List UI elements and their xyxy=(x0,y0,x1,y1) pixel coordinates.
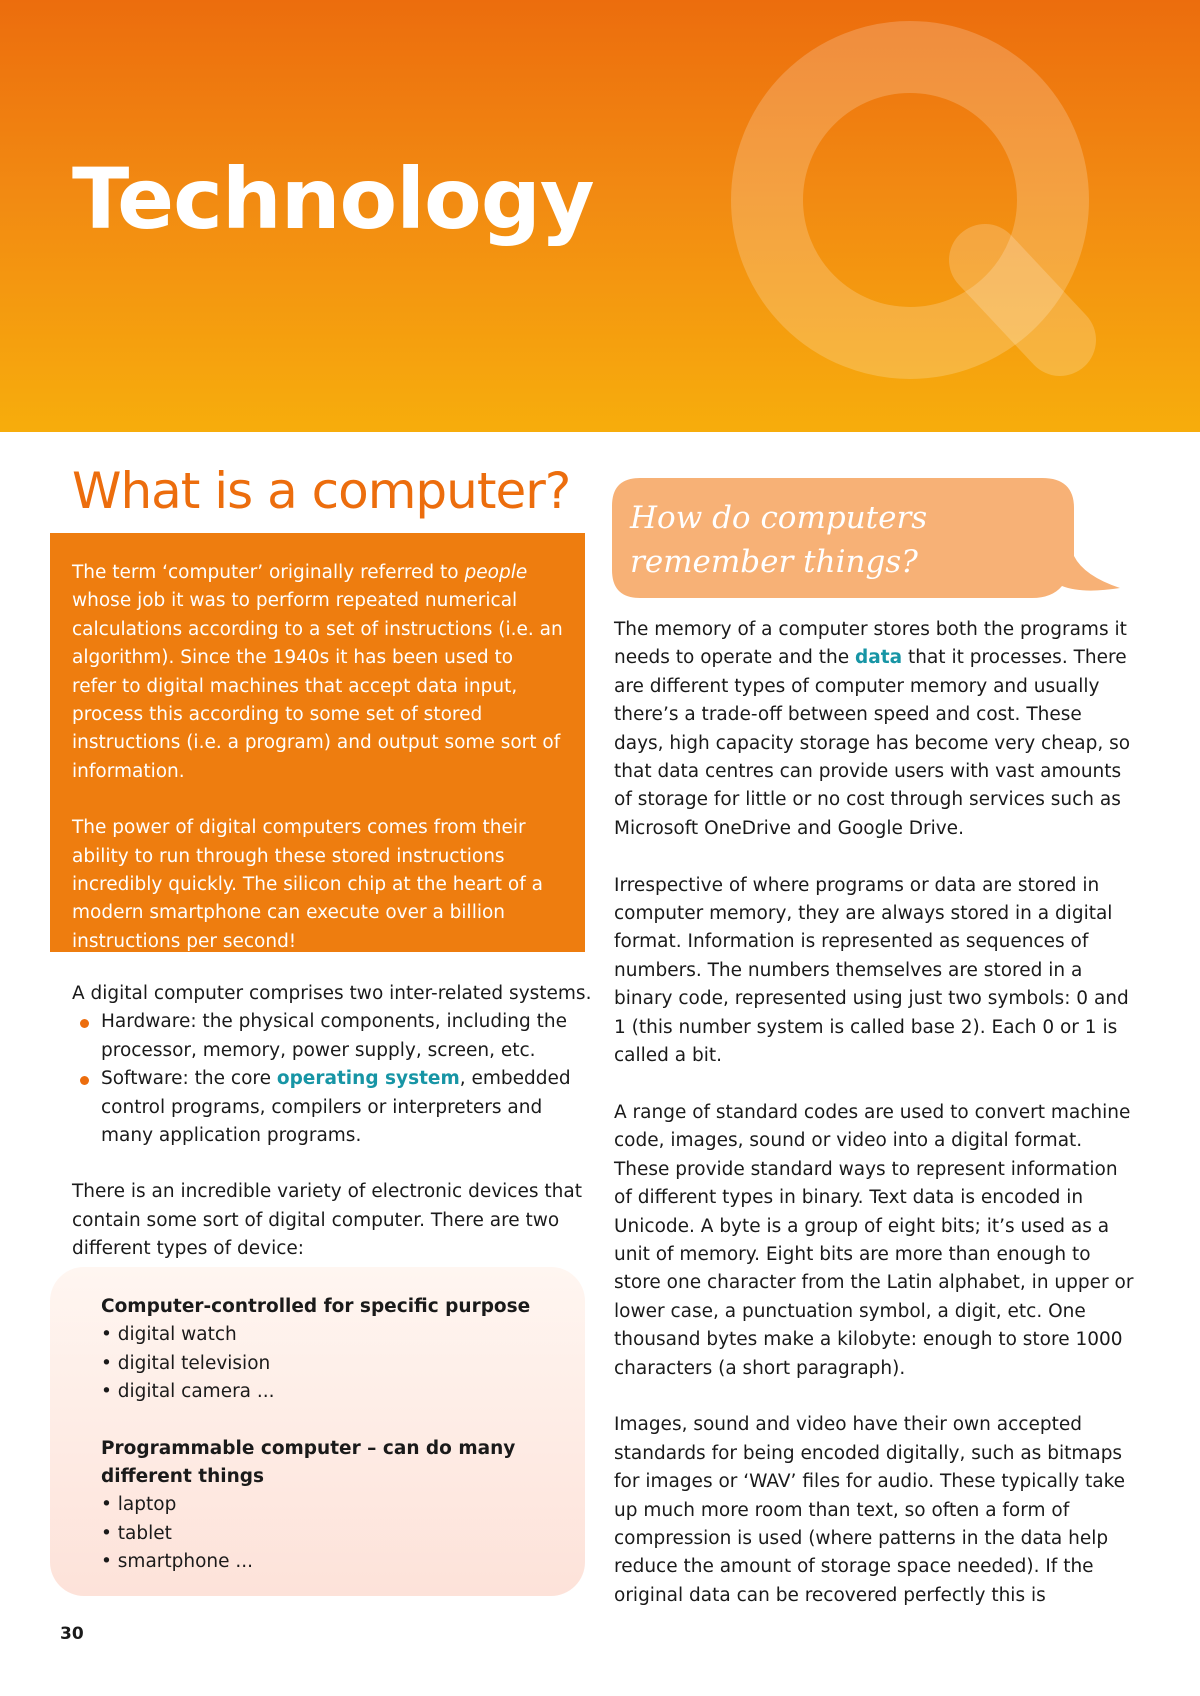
speech-bubble xyxy=(612,476,1132,606)
device-group-programmable xyxy=(101,1435,585,1577)
page-number: 30 xyxy=(60,1624,84,1644)
list-item: • laptop xyxy=(101,1494,177,1516)
intro-paragraph-2: The power of digital computers comes from their ability to run through these stored instructions incredibly quickly. The silicon chip at the heart of a modern smartphone can execute over a billion instructions per second! xyxy=(72,817,543,952)
binary-paragraph: Irrespective of where programs or data are stored in computer memory, they are always stored in a digital format. Information is represented as sequences of numbers. The numbers themselves are stored in a binary code, represented using just two symbols: 0 and 1 (this number system is called base 2). Each 0 or 1 is called a bit. xyxy=(614,874,1129,1067)
list-item: • digital watch xyxy=(101,1324,237,1346)
operating-system-term: operating system xyxy=(276,1068,460,1090)
emphasis-people: people xyxy=(464,562,528,583)
right-column xyxy=(614,616,1134,1639)
bubble-text: How do computers remember things? xyxy=(630,500,928,580)
device-types-box xyxy=(50,1267,585,1596)
page-title: Technology xyxy=(72,150,594,248)
list-item: Software: the core operating system, embedded control programs, compilers or interpreters and many application programs. xyxy=(72,1065,592,1150)
list-item: • tablet xyxy=(101,1522,172,1544)
memory-paragraph: The memory of a computer stores both the programs it needs to operate and the data that it processes. There are different types of computer memory and usually there’s a trade-off between speed and cost. These days, high capacity storage has become very cheap, so that data centres can provide users with vast amounts of storage for little or no cost through services such as Microsoft OneDrive and Google Drive. xyxy=(614,619,1131,839)
list-item: • digital camera ... xyxy=(101,1381,275,1403)
media-paragraph: Images, sound and video have their own accepted standards for being encoded digitally, such as bitmaps for images or ‘WAV’ files for audio. These typically take up much more room than text, so often a form of compression is used (where patterns in the data help reduce the amount of storage space needed). If the original data can be recovered perfectly this is xyxy=(614,1414,1126,1606)
device-group-specific xyxy=(101,1293,585,1407)
group-title: Computer-controlled for specific purpose xyxy=(101,1296,531,1317)
group-title: Programmable computer – can do many different things xyxy=(101,1437,516,1488)
header-banner xyxy=(0,0,1200,432)
list-item: • smartphone ... xyxy=(101,1551,254,1573)
data-term: data xyxy=(855,647,903,669)
left-column xyxy=(72,980,592,1292)
list-item: Hardware: the physical components, including the processor, memory, power supply, screen, etc. xyxy=(72,1008,592,1065)
systems-list xyxy=(72,1008,592,1150)
codes-paragraph: A range of standard codes are used to convert machine code, images, sound or video into a digital format. These provide standard ways to represent information of different types in binary. Text data is encoded in Unicode. A byte is a group of eight bits; it’s used as a unit of memory. Eight bits are more than enough to store one character from the Latin alphabet, in upper or lower case, a punctuation symbol, a digit, etc. One thousand bytes make a kilobyte: enough to store 1000 characters (a short paragraph). xyxy=(614,1101,1134,1379)
systems-lead: A digital computer comprises two inter-related systems. xyxy=(72,983,592,1004)
list-item: • digital television xyxy=(101,1352,271,1374)
intro-box xyxy=(50,533,585,952)
devices-paragraph: There is an incredible variety of electronic devices that contain some sort of digital computer. There are two different types of device: xyxy=(72,1181,582,1260)
section-title: What is a computer? xyxy=(72,462,571,520)
intro-paragraph-1: The term ‘computer’ originally referred to people whose job it was to perform repeated numerical calculations according to a set of instructions (i.e. an algorithm). Since the 1940s it has been used to refer to digital machines that accept data input, process this according to some set of stored instructions (i.e. a program) and output some sort of information. xyxy=(72,562,563,782)
